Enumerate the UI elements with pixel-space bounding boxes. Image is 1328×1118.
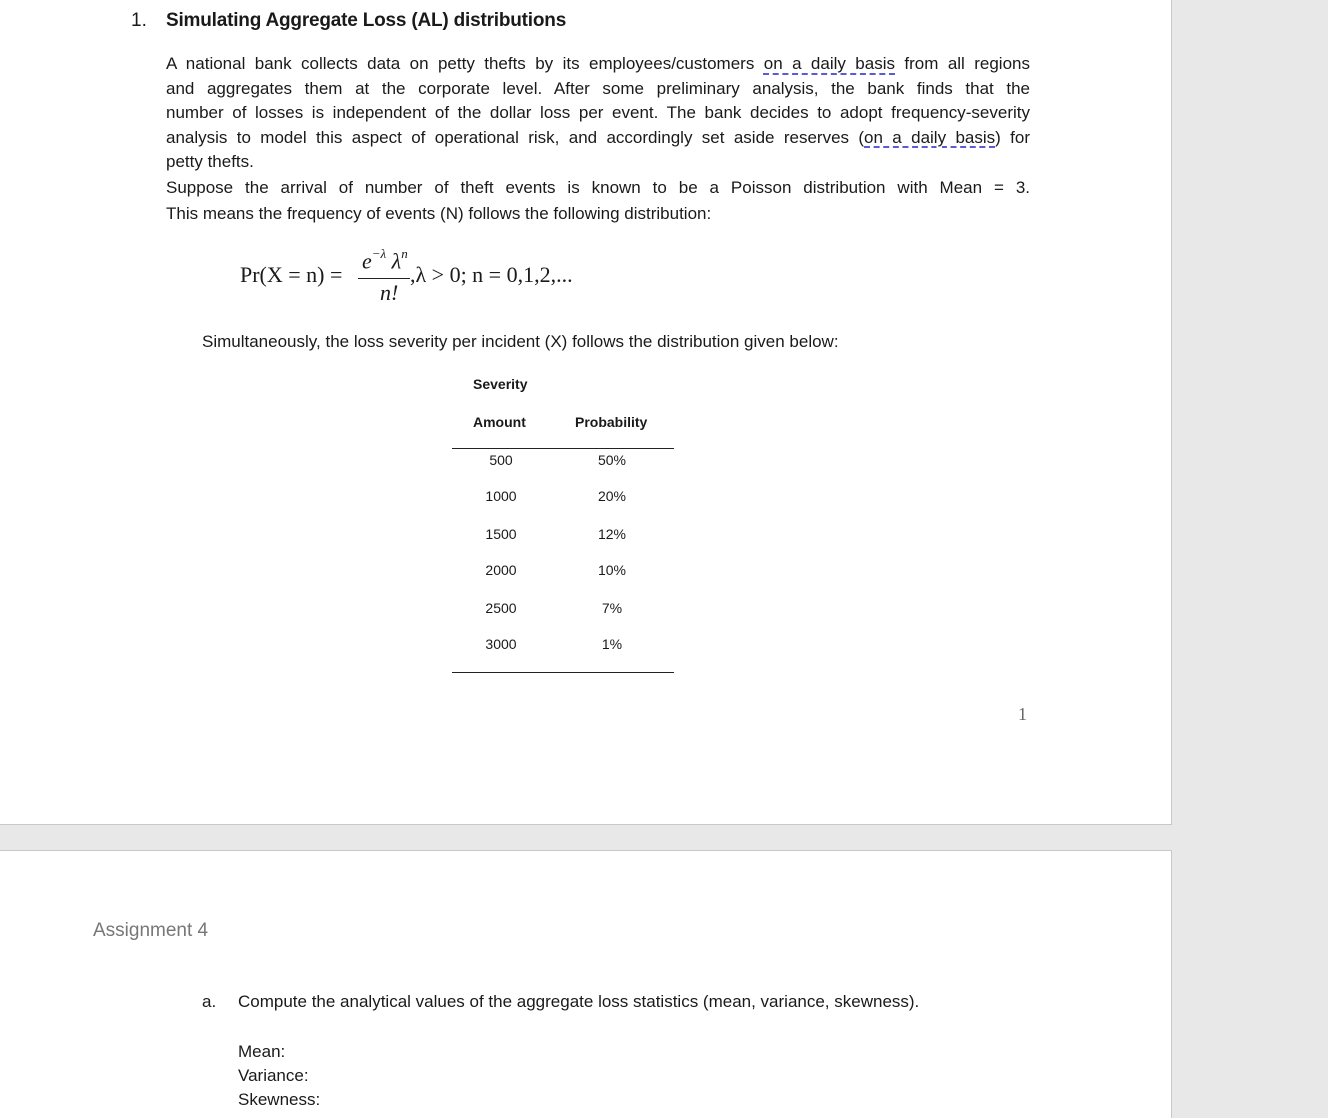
formula-numerator: $e^{-\lambda}$ $\lambda^n$ bbox=[362, 246, 408, 274]
intro-paragraph bbox=[166, 52, 1030, 175]
amount-cell: 1000 bbox=[485, 488, 517, 504]
probability-cell: 12% bbox=[597, 526, 627, 542]
probability-cell: 50% bbox=[597, 452, 627, 468]
document-page-2 bbox=[0, 850, 1172, 1118]
poisson-line-2: This means the frequency of events (N) follows the following distribution: bbox=[166, 204, 712, 223]
table-bottom-rule bbox=[452, 672, 674, 673]
table-title: Severity bbox=[473, 376, 528, 392]
variance-label: Variance: bbox=[238, 1066, 309, 1085]
intro-line-1: A national bank collects data on petty thefts by its employees/customers on a daily basis from all regions bbox=[166, 54, 1030, 73]
question-title: Simulating Aggregate Loss (AL) distributions bbox=[166, 10, 567, 31]
column-header-amount: Amount bbox=[473, 414, 526, 430]
column-header-probability: Probability bbox=[575, 414, 648, 430]
amount-cell: 2500 bbox=[485, 600, 517, 616]
list-item-text: Compute the analytical values of the aggregate loss statistics (mean, variance, skewness). bbox=[238, 992, 920, 1011]
poisson-line-1: Suppose the arrival of number of theft events is known to be a Poisson distribution with Mean = 3. bbox=[166, 178, 1030, 197]
intro-line-2: and aggregates them at the corporate level. After some preliminary analysis, the bank finds that the bbox=[166, 78, 1030, 98]
amount-cell: 2000 bbox=[485, 562, 517, 578]
intro-line-3: number of losses is independent of the dollar loss per event. The bank decides to adopt frequency-severity bbox=[166, 103, 1030, 122]
page-number: 1 bbox=[1018, 704, 1027, 724]
severity-intro: Simultaneously, the loss severity per incident (X) follows the distribution given below: bbox=[202, 332, 839, 351]
formula-denominator: n! bbox=[380, 280, 399, 305]
amount-cell: 500 bbox=[489, 452, 513, 468]
formula-rhs: ,λ > 0; n = 0,1,2,... bbox=[410, 262, 573, 287]
formula-lhs: Pr(X = n) = bbox=[240, 262, 343, 287]
fraction-bar bbox=[358, 278, 410, 279]
page-header: Assignment 4 bbox=[93, 920, 209, 941]
mean-label: Mean: bbox=[238, 1042, 286, 1061]
table-header-rule bbox=[452, 448, 674, 449]
amount-cell: 3000 bbox=[485, 636, 517, 652]
grammar-flag-daily-basis[interactable]: on a daily basis bbox=[763, 54, 895, 73]
list-item-label: a. bbox=[202, 992, 217, 1011]
grammar-flag-daily-basis-2[interactable]: on a daily basis bbox=[864, 127, 996, 147]
poisson-paragraph bbox=[166, 176, 1030, 228]
amount-cell: 1500 bbox=[485, 526, 517, 542]
question-number: 1. bbox=[131, 10, 147, 31]
probability-cell: 20% bbox=[597, 488, 627, 504]
poisson-formula bbox=[240, 248, 640, 318]
intro-line-5: petty thefts. bbox=[166, 152, 254, 171]
probability-cell: 1% bbox=[601, 636, 623, 652]
probability-cell: 7% bbox=[601, 600, 623, 616]
probability-cell: 10% bbox=[597, 562, 627, 578]
intro-line-4: analysis to model this aspect of operational risk, and accordingly set aside reserves (on a daily basis) for bbox=[166, 127, 1030, 147]
skewness-label: Skewness: bbox=[238, 1090, 321, 1109]
